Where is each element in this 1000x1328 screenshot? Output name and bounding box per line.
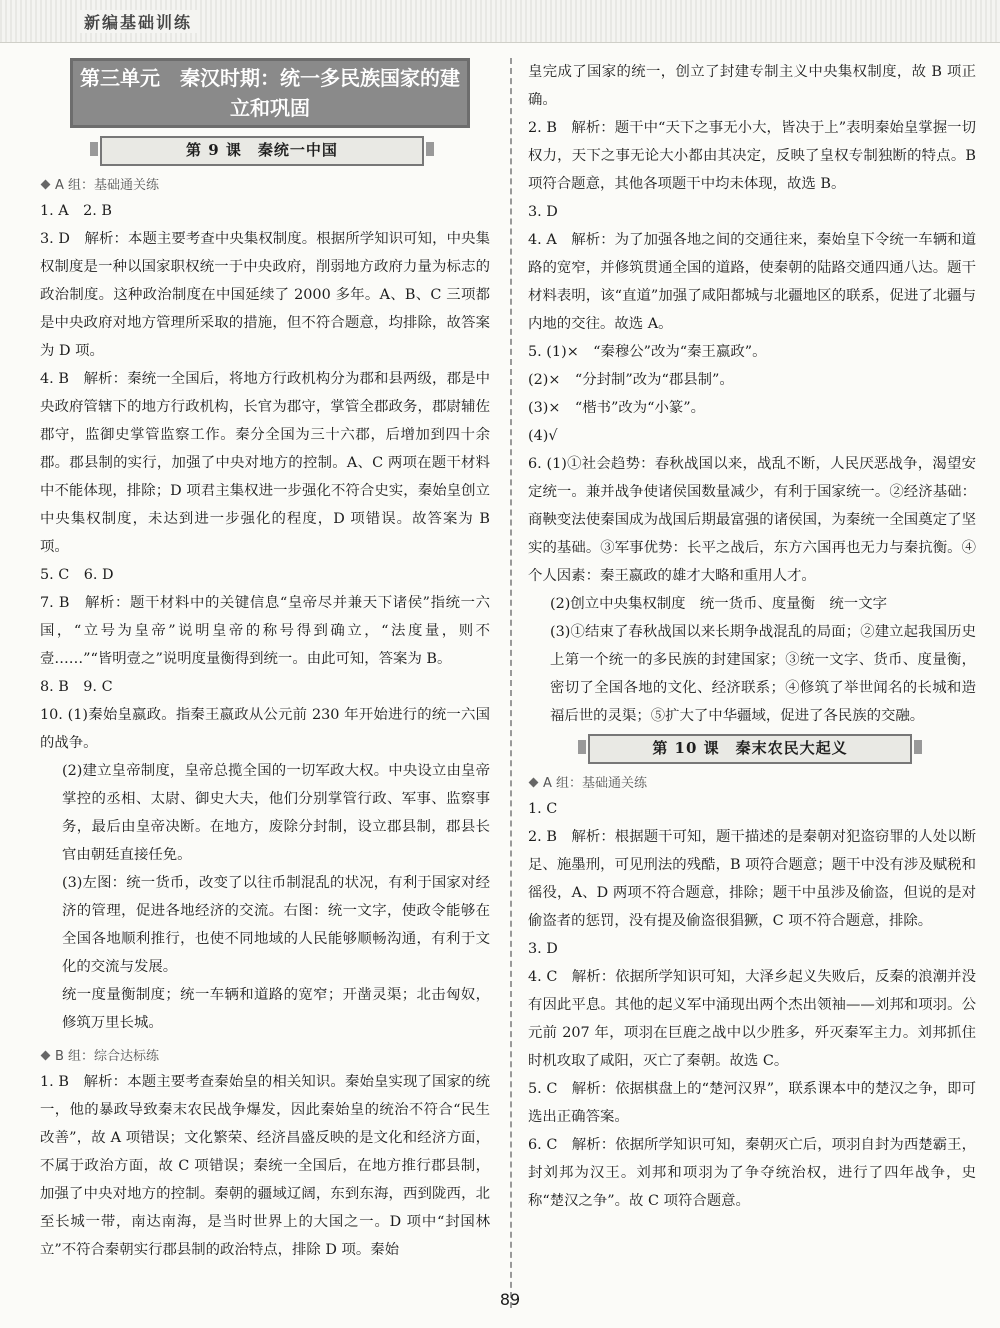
answer-paragraph: 5. C 解析：依据棋盘上的“楚河汉界”，联系课本中的楚汉之争，即可选出正确答案。 xyxy=(528,1081,976,1125)
answer-paragraph: 5. C 6. D xyxy=(40,567,114,583)
answer-paragraph: 1. B 解析：本题主要考查秦始皇的相关知识。秦始皇实现了国家的统一，他的暴政导致秦末农民战争爆发，因此秦始皇的统治不符合“民生改善”，故 A 项错误；文化繁荣、经济昌盛反映的是文化和经济方面，不属于政治方面，故 C 项错误；秦统一全国后，在地方推行郡县制，加强了中央对地方的控制。秦朝的疆域辽阔，东到东海，西到陇西，北至长城一带，南达南海，是当时世界上的大国之一。D 项中“封国林立”不符合秦朝实行郡县制的政治特点，排除 D 项。秦始 xyxy=(40,1074,490,1258)
answer-paragraph: 2. B 解析：题干中“天下之事无小大，皆决于上”表明秦始皇掌握一切权力，天下之事无论大小都由其决定，反映了皇权专制独断的特点。B 项符合题意，其他各项题干中均未体现，故选 B。 xyxy=(528,120,976,192)
diamond-icon xyxy=(41,1051,51,1061)
lesson-10-title: 第 10 课 秦末农民大起义 xyxy=(588,734,912,764)
answer-paragraph: 3. D xyxy=(528,204,558,220)
page-number: 89 xyxy=(499,1290,521,1309)
answer-paragraph: 1. A 2. B xyxy=(40,203,112,219)
group-b-heading xyxy=(40,1045,490,1064)
answer-paragraph: (4)√ xyxy=(528,428,558,444)
unit-title: 第三单元 秦汉时期：统一多民族国家的建立和巩固 xyxy=(70,58,470,128)
book-title: 新编基础训练 xyxy=(78,10,198,33)
answer-paragraph: 7. B 解析：题干材料中的关键信息“皇帝尽并兼天下诸侯”指统一六国，“立号为皇帝”说明皇帝的称号得到确立，“法度量，则不壹……”“皆明壹之”说明度量衡得到统一。由此可知，答案为 B。 xyxy=(40,595,490,667)
answer-paragraph: 8. B 9. C xyxy=(40,679,113,695)
group-a-heading xyxy=(40,174,490,193)
answer-paragraph: 6. (1)①社会趋势：春秋战国以来，战乱不断，人民厌恶战争，渴望安定统一。兼并战争使诸侯国数量减少，有利于国家统一。②经济基础：商鞅变法使秦国成为战国后期最富强的诸侯国，为秦统一全国奠定了坚实的基础。③军事优势：长平之战后，东方六国再也无力与秦抗衡。④个人因素：秦王嬴政的雄才大略和重用人才。 xyxy=(528,456,976,584)
diamond-icon xyxy=(41,180,51,190)
answer-paragraph: 1. C xyxy=(528,801,558,817)
page-header xyxy=(0,0,1000,43)
answer-paragraph: 6. C 解析：依据所学知识可知，秦朝灭亡后，项羽自封为西楚霸王，封刘邦为汉王。刘邦和项羽为了争夺统治权，进行了四年战争，史称“楚汉之争”。故 C 项符合题意。 xyxy=(528,1137,976,1209)
answer-paragraph: 3. D 解析：本题主要考查中央集权制度。根据所学知识可知，中央集权制度是一种以国家职权统一于中央政府，削弱地方政府力量为标志的政治制度。这种政治制度在中国延续了 2000 多年。A、B、C 三项都是中央政府对地方管理所采取的措施，但不符合题意，均排除，故答案为 D 项。 xyxy=(40,231,490,359)
answer-paragraph: (3)× “楷书”改为“小篆”。 xyxy=(528,400,705,416)
answer-paragraph: (3)左图：统一货币，改变了以往币制混乱的状况，有利于国家对经济的管理，促进各地经济的交流。右图：统一文字，使政令能够在全国各地顺利推行，也使不同地域的人民能够顺畅沟通，有利于文化的交流与发展。 xyxy=(62,875,490,975)
answer-paragraph: 4. B 解析：秦统一全国后，将地方行政机构分为郡和县两级，郡是中央政府管辖下的地方行政机构，长官为郡守，掌管全郡政务，郡尉辅佐郡守，监御史掌管监察工作。秦分全国为三十六郡，后增加到四十余郡。郡县制的实行，加强了中央对地方的控制。A、C 两项在题干材料中不能体现，排除；D 项君主集权进一步强化不符合史实，秦始皇创立中央集权制度，未达到进一步强化的程度，D 项错误。故答案为 B 项。 xyxy=(40,371,490,555)
answer-paragraph: 5. (1)× “秦穆公”改为“秦王嬴政”。 xyxy=(528,344,767,360)
answer-paragraph: 2. B 解析：根据题干可知，题干描述的是秦朝对犯盗窃罪的人处以断足、施墨刑，可见刑法的残酷，B 项符合题意；题干中没有涉及赋税和徭役，A、D 两项不符合题意，排除；题干中虽涉及偷盗，但说的是对偷盗者的惩罚，没有提及偷盗很猖獗，C 项不符合题意，排除。 xyxy=(528,829,976,929)
answer-paragraph: 4. A 解析：为了加强各地之间的交通往来，秦始皇下令统一车辆和道路的宽窄，并修筑贯通全国的道路，使秦朝的陆路交通四通八达。题干材料表明，该“直道”加强了咸阳都城与北疆地区的联系，促进了北疆与内地的交往。故选 A。 xyxy=(528,232,976,332)
answer-paragraph: (2)建立皇帝制度，皇帝总揽全国的一切军政大权。中央设立由皇帝掌控的丞相、太尉、御史大夫，他们分别掌管行政、军事、监察事务，最后由皇帝决断。在地方，废除分封制，设立郡县制，郡县长官由朝廷直接任免。 xyxy=(62,763,490,863)
right-column xyxy=(528,58,976,1215)
answer-paragraph: 4. C 解析：依据所学知识可知，大泽乡起义失败后，反秦的浪潮并没有因此平息。其他的起义军中涌现出两个杰出领袖——刘邦和项羽。公元前 207 年，项羽在巨鹿之战中以少胜多，歼灭秦军主力。刘邦抓住时机攻取了咸阳，灭亡了秦朝。故选 C。 xyxy=(528,969,976,1069)
answer-paragraph: (3)①结束了春秋战国以来长期争战混乱的局面；②建立起我国历史上第一个统一的多民族的封建国家；③统一文字、货币、度量衡，密切了全国各地的文化、经济联系；④修筑了举世闻名的长城和造福后世的灵渠；⑤扩大了中华疆域，促进了各民族的交融。 xyxy=(550,624,976,724)
group-b-label: B 组：综合达标练 xyxy=(55,1049,160,1064)
group-a-label: A 组：基础通关练 xyxy=(543,776,648,791)
column-divider xyxy=(510,58,512,1308)
answer-paragraph: 统一度量衡制度；统一车辆和道路的宽窄；开凿灵渠；北击匈奴，修筑万里长城。 xyxy=(62,987,490,1031)
answer-paragraph: 10. (1)秦始皇嬴政。指秦王嬴政从公元前 230 年开始进行的统一六国的战争。 xyxy=(40,707,490,751)
group-a-heading xyxy=(528,772,976,791)
group-a-label: A 组：基础通关练 xyxy=(55,178,160,193)
diamond-icon xyxy=(529,778,539,788)
answer-paragraph: (2)创立中央集权制度 统一货币、度量衡 统一文字 xyxy=(550,596,887,612)
answer-paragraph: 皇完成了国家的统一，创立了封建专制主义中央集权制度，故 B 项正确。 xyxy=(528,64,976,108)
answer-paragraph: (2)× “分封制”改为“郡县制”。 xyxy=(528,372,734,388)
answer-paragraph: 3. D xyxy=(528,941,558,957)
left-column xyxy=(40,58,490,1264)
lesson-9-title: 第 9 课 秦统一中国 xyxy=(100,136,424,166)
